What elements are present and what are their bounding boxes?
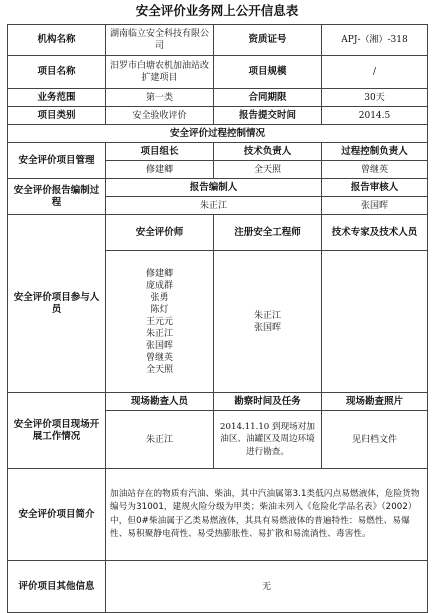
evaluator-name: 陈灯 [150,304,169,315]
category-label: 项目类别 [8,107,106,125]
mgmt-label: 安全评价项目管理 [8,143,106,179]
engineer-label: 注册安全工程师 [214,215,322,251]
evaluator-name: 全天照 [145,364,173,375]
project-label: 项目名称 [8,56,106,89]
disclosure-table [7,24,428,613]
participants-label: 安全评价项目参与人员 [8,215,106,393]
scale-label: 项目规模 [214,56,322,89]
cert-label: 资质证号 [214,25,322,56]
other-value: 无 [106,561,428,613]
report-time-value: 2014.5 [322,107,428,125]
expert-list [322,251,428,393]
agency-value: 湖南临立安全科技有限公司 [106,25,214,56]
controller-label: 过程控制负责人 [322,143,428,161]
reviewer: 张国晖 [322,197,428,215]
mgmt-header-row [8,143,428,161]
survey-staff-label: 现场勘查人员 [106,393,214,411]
page-title: 安全评价业务网上公开信息表 [135,3,299,18]
summary-label: 安全评价项目简介 [8,469,106,561]
summary-text: 加油站存在的物质有汽油、柴油，其中汽油属第3.1类低闪点易燃液体，危险货物编号为31001，建规火险分级为甲类；柴油未列入《危险化学品名表》（2002）中，但0#柴油属于乙类易燃液体，其具有易燃液体的普遍特性：易燃性、易爆性、易积聚静电荷性、易受热膨胀性、易扩散和易流淌性、毒害性。 [106,469,428,561]
business-row [8,89,428,107]
period-label: 合同期限 [214,89,322,107]
evaluator-name: 张国晖 [145,340,173,351]
evaluator-name: 庞成群 [145,280,173,291]
agency-row [8,25,428,56]
report-header-row [8,179,428,197]
survey-photo-label: 现场勘查照片 [322,393,428,411]
evaluator-list [106,251,214,393]
participants-header-row [8,215,428,251]
cert-value: APJ-（湘）-318 [322,25,428,56]
engineer-name: 朱正江 [253,310,281,321]
group-leader: 修建卿 [106,161,214,179]
evaluator-name: 王元元 [145,316,173,327]
business-value: 第一类 [106,89,214,107]
survey-time-task: 2014.11.10 到现场对加油区、油罐区及周边环境进行勘查。 [214,411,322,469]
evaluator-name: 张勇 [150,292,169,303]
evaluator-name: 朱正江 [145,328,173,339]
scale-value: / [322,56,428,89]
survey-label: 安全评价项目现场开展工作情况 [8,393,106,469]
evaluator-name: 曾继英 [145,352,173,363]
process-section-row [8,125,428,143]
category-value: 安全验收评价 [106,107,214,125]
tech-leader-label: 技术负责人 [214,143,322,161]
process-section-title: 安全评价过程控制情况 [8,125,428,143]
project-value: 汨罗市白塘农机加油站改扩建项目 [106,56,214,89]
report-time-label: 报告提交时间 [214,107,322,125]
evaluator-label: 安全评价师 [106,215,214,251]
controller: 曾继英 [322,161,428,179]
project-row [8,56,428,89]
report-label: 安全评价报告编制过程 [8,179,106,215]
tech-leader: 全天照 [214,161,322,179]
agency-label: 机构名称 [8,25,106,56]
other-label: 评价项目其他信息 [8,561,106,613]
other-row [8,561,428,613]
period-value: 30天 [322,89,428,107]
survey-header-row [8,393,428,411]
engineer-list [214,251,322,393]
group-leader-label: 项目组长 [106,143,214,161]
engineer-name: 张国晖 [253,322,281,333]
expert-label: 技术专家及技术人员 [322,215,428,251]
compiler-label: 报告编制人 [106,179,322,197]
survey-time-label: 勘察时间及任务 [214,393,322,411]
category-row [8,107,428,125]
summary-row [8,469,428,561]
reviewer-label: 报告审核人 [322,179,428,197]
business-label: 业务范围 [8,89,106,107]
survey-staff: 朱正江 [106,411,214,469]
compiler: 朱正江 [106,197,322,215]
evaluator-name: 修建卿 [145,268,173,279]
survey-photo: 见归档文件 [322,411,428,469]
